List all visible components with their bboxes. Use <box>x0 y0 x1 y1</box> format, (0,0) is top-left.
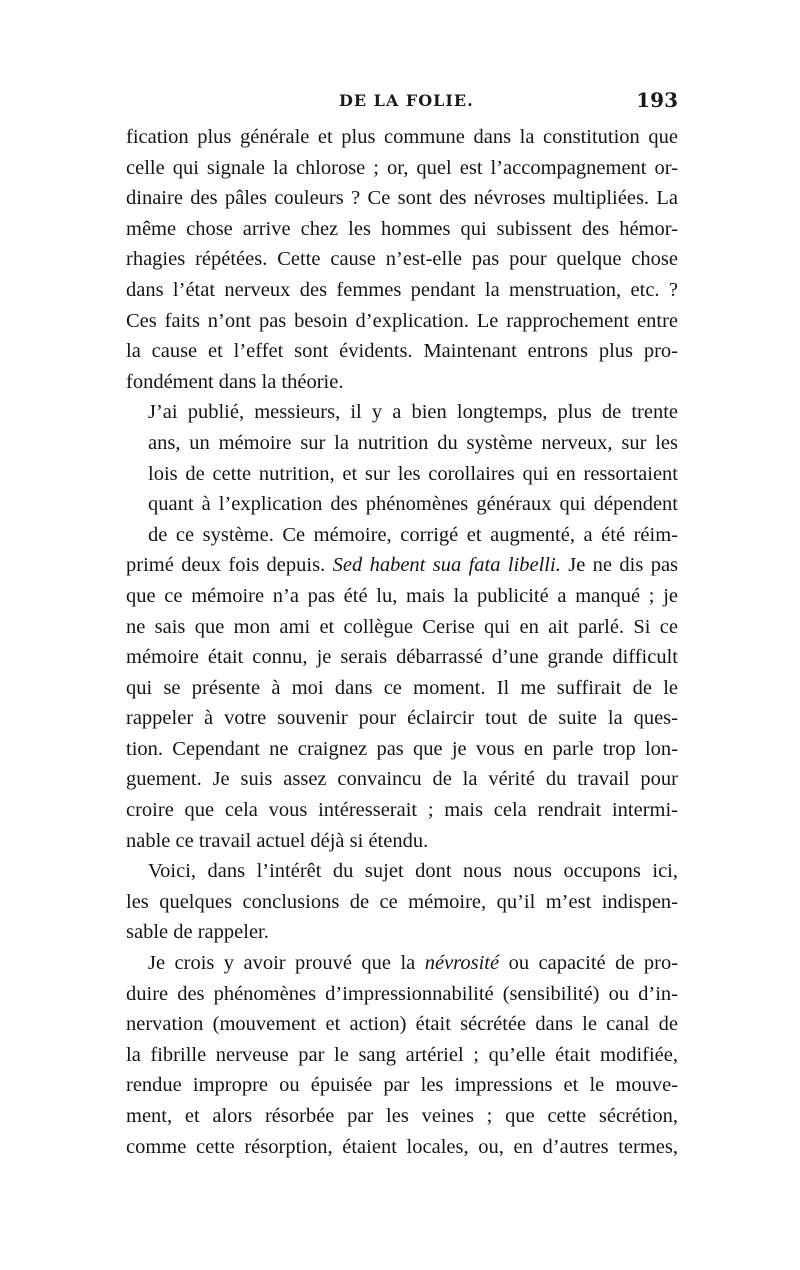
text-line: sable de rappeler. <box>126 921 269 944</box>
running-title: DE LA FOLIE. <box>339 91 474 110</box>
text-line: croire que cela vous intéresserait ; mais cela rendrait intermi- <box>126 799 678 822</box>
text-line: rappeler à votre souvenir pour éclaircir tout de suite la ques- <box>126 707 678 730</box>
text-line: dans l’état nerveux des femmes pendant la menstruation, etc. ? <box>126 278 678 301</box>
text-line: quant à l’explication des phénomènes généraux qui dépendent <box>148 493 678 516</box>
text-fragment: ou capacité de pro- <box>508 952 679 975</box>
italic-term: névrosité <box>424 952 500 975</box>
running-head <box>126 88 678 118</box>
text-line: les quelques conclusions de ce mémoire, qu’il m’est indispen- <box>126 890 678 913</box>
paragraph-2 <box>126 397 678 856</box>
text-line: nervation (mouvement et action) était sécrétée dans le canal de <box>126 1013 678 1036</box>
text-line: que ce mémoire n’a pas été lu, mais la publicité a manqué ; je <box>126 584 678 607</box>
paragraph-4 <box>126 948 678 1162</box>
text-line: lois de cette nutrition, et sur les corollaires qui en ressortaient <box>148 462 678 485</box>
text-line: qui se présente à moi dans ce moment. Il me suffirait de le <box>126 676 678 699</box>
text-line: comme cette résorption, étaient locales, ou, en d’autres termes, <box>126 1135 678 1158</box>
text-line: ans, un mémoire sur la nutrition du système nerveux, sur les <box>148 431 678 454</box>
text-line: dinaire des pâles couleurs ? Ce sont des névroses multipliées. La <box>126 187 678 210</box>
text-line: Voici, dans l’intérêt du sujet dont nous nous occupons ici, <box>148 860 678 883</box>
text-line: nable ce travail actuel déjà si étendu. <box>126 829 429 852</box>
text-line: ne sais que mon ami et collègue Cerise qui en ait parlé. Si ce <box>126 615 678 638</box>
text-line: la cause et l’effet sont évidents. Maintenant entrons plus pro- <box>126 340 678 363</box>
text-fragment: Je crois y avoir prouvé que la <box>148 952 416 975</box>
text-line: de ce système. Ce mémoire, corrigé et augmenté, a été réim- <box>148 523 678 546</box>
text-line: guement. Je suis assez convaincu de la vérité du travail pour <box>126 768 678 791</box>
text-line: tion. Cependant ne craignez pas que je vous en parle trop lon- <box>126 737 678 760</box>
text-line: fication plus générale et plus commune dans la constitution que <box>126 126 678 148</box>
body-text <box>126 122 678 1162</box>
paragraph-3 <box>126 856 678 948</box>
text-line: Ces faits n’ont pas besoin d’explication. Le rapprochement entre <box>126 309 678 332</box>
text-line: rendue impropre ou épuisée par les impressions et le mouve- <box>126 1074 678 1097</box>
text-line: J’ai publié, messieurs, il y a bien longtemps, plus de trente <box>148 401 678 424</box>
latin-quotation: Sed habent sua fata libelli. <box>332 554 561 577</box>
paragraph-1 <box>126 122 678 397</box>
text-line: celle qui signale la chlorose ; or, quel est l’accompagnement or- <box>126 156 678 179</box>
page-number: 193 <box>636 88 678 112</box>
text-line: même chose arrive chez les hommes qui subissent des hémor- <box>126 217 678 240</box>
text-line: mémoire était connu, je serais débarrassé d’une grande difficult <box>126 646 678 669</box>
text-line: ment, et alors résorbée par les veines ; que cette sécrétion, <box>126 1105 678 1127</box>
text-fragment: Je ne dis pas <box>568 554 679 577</box>
text-line-with-italic <box>126 948 678 979</box>
text-line-with-italic <box>126 550 678 581</box>
text-fragment: primé deux fois depuis. <box>126 554 326 577</box>
text-line: rhagies répétées. Cette cause n’est-elle pas pour quelque chose <box>126 248 678 271</box>
text-line: fondément dans la théorie. <box>126 370 344 393</box>
text-line: duire des phénomènes d’impressionnabilité (sensibilité) ou d’in- <box>126 982 678 1005</box>
text-line: la fibrille nerveuse par le sang artériel ; qu’elle était modifiée, <box>126 1043 678 1066</box>
